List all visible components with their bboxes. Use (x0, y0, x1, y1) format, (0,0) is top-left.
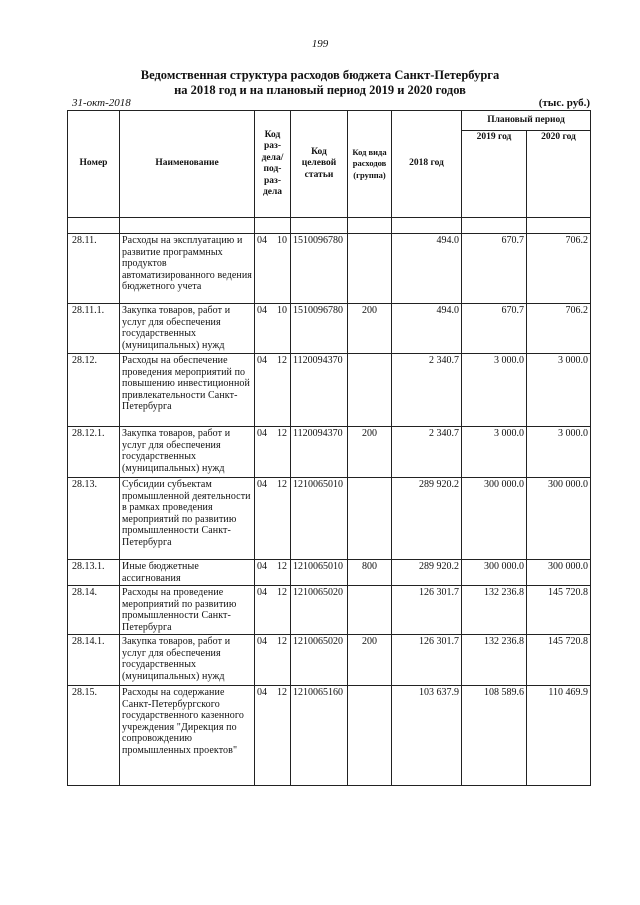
row-name: Субсидии субъектам промышленной деятельности в рамках проведения мероприятий по развитию промышленности Санкт-Петербурга (120, 478, 255, 560)
row-subsection-code: 10 (277, 305, 287, 316)
row-2020: 706.2 (527, 304, 591, 354)
row-target-code: 1510096780 (291, 304, 348, 354)
row-section-code: 04 (257, 561, 267, 572)
row-expense-code (348, 354, 392, 427)
row-section-code: 04 (257, 687, 267, 698)
row-section-code: 04 (257, 479, 267, 490)
row-section (255, 478, 291, 560)
row-subsection-code: 12 (277, 687, 287, 698)
header-section-code: Код раз-дела/под-раз-дела (255, 111, 291, 218)
row-2018: 289 920.2 (392, 560, 462, 586)
title-line-2: на 2018 год и на плановый период 2019 и 2020 годов (174, 83, 466, 97)
table-row (68, 686, 591, 786)
row-target-code: 1210065160 (291, 686, 348, 786)
row-number: 28.13.1. (68, 560, 120, 586)
row-expense-code (348, 478, 392, 560)
row-2018: 126 301.7 (392, 586, 462, 635)
table-row (68, 478, 591, 560)
row-target-code: 1210065020 (291, 586, 348, 635)
row-2018: 2 340.7 (392, 427, 462, 478)
row-section-code: 04 (257, 235, 267, 246)
header-name: Наименование (120, 111, 255, 218)
row-2019: 3 000.0 (462, 427, 527, 478)
row-subsection-code: 12 (277, 636, 287, 647)
row-section-code: 04 (257, 636, 267, 647)
row-2019: 300 000.0 (462, 478, 527, 560)
row-2020: 706.2 (527, 234, 591, 304)
budget-table (67, 110, 591, 786)
document-date: 31-окт-2018 (72, 97, 131, 109)
header-number: Номер (68, 111, 120, 218)
header-expense-code: Код вида расходов (группа) (348, 111, 392, 218)
row-number: 28.11. (68, 234, 120, 304)
row-name: Расходы на содержание Санкт-Петербургского государственного казенного учреждения "Дирекция по сопровождению промышленных проектов" (120, 686, 255, 786)
row-section-code: 04 (257, 305, 267, 316)
row-section (255, 427, 291, 478)
row-section (255, 560, 291, 586)
row-number: 28.12.1. (68, 427, 120, 478)
row-2019: 670.7 (462, 304, 527, 354)
row-2019: 300 000.0 (462, 560, 527, 586)
row-name: Расходы на проведение мероприятий по развитию промышленности Санкт-Петербурга (120, 586, 255, 635)
row-target-code: 1210065010 (291, 560, 348, 586)
row-section (255, 354, 291, 427)
row-number: 28.13. (68, 478, 120, 560)
row-2018: 2 340.7 (392, 354, 462, 427)
row-2018: 103 637.9 (392, 686, 462, 786)
row-expense-code: 800 (348, 560, 392, 586)
row-expense-code: 200 (348, 635, 392, 686)
row-2019: 132 236.8 (462, 635, 527, 686)
row-2020: 110 469.9 (527, 686, 591, 786)
row-section-code: 04 (257, 587, 267, 598)
row-section (255, 304, 291, 354)
row-expense-code: 200 (348, 427, 392, 478)
row-name: Закупка товаров, работ и услуг для обеспечения государственных (муниципальных) нужд (120, 635, 255, 686)
row-2018: 494.0 (392, 304, 462, 354)
row-2019: 670.7 (462, 234, 527, 304)
row-subsection-code: 12 (277, 587, 287, 598)
row-expense-code (348, 686, 392, 786)
row-2020: 145 720.8 (527, 586, 591, 635)
row-2018: 126 301.7 (392, 635, 462, 686)
row-section (255, 686, 291, 786)
table-row (68, 586, 591, 635)
row-2019: 108 589.6 (462, 686, 527, 786)
row-section-code: 04 (257, 355, 267, 366)
row-expense-code (348, 234, 392, 304)
row-target-code: 1510096780 (291, 234, 348, 304)
row-name: Иные бюджетные ассигнования (120, 560, 255, 586)
row-subsection-code: 12 (277, 561, 287, 572)
title-line-1: Ведомственная структура расходов бюджета Санкт-Петербурга (140, 68, 500, 82)
table-row (68, 560, 591, 586)
row-2019: 3 000.0 (462, 354, 527, 427)
table-row (68, 304, 591, 354)
header-target-code: Код целевой статьи (291, 111, 348, 218)
table-row (68, 427, 591, 478)
row-2020: 3 000.0 (527, 354, 591, 427)
row-name: Закупка товаров, работ и услуг для обеспечения государственных (муниципальных) нужд (120, 304, 255, 354)
table-row (68, 234, 591, 304)
row-subsection-code: 10 (277, 235, 287, 246)
row-name: Расходы на эксплуатацию и развитие программных продуктов автоматизированного ведения бюджетного учета (120, 234, 255, 304)
row-expense-code: 200 (348, 304, 392, 354)
row-section (255, 586, 291, 635)
row-subsection-code: 12 (277, 428, 287, 439)
page-number: 199 (311, 38, 329, 50)
row-expense-code (348, 586, 392, 635)
row-number: 28.11.1. (68, 304, 120, 354)
row-number: 28.14. (68, 586, 120, 635)
row-2018: 494.0 (392, 234, 462, 304)
row-subsection-code: 12 (277, 479, 287, 490)
row-target-code: 1210065020 (291, 635, 348, 686)
row-2020: 145 720.8 (527, 635, 591, 686)
document-title (0, 68, 640, 98)
row-2018: 289 920.2 (392, 478, 462, 560)
row-number: 28.15. (68, 686, 120, 786)
units-label: (тыс. руб.) (538, 97, 590, 109)
row-target-code: 1210065010 (291, 478, 348, 560)
header-plan-period: Плановый период (462, 111, 591, 131)
header-2020: 2020 год (527, 131, 591, 218)
row-section (255, 234, 291, 304)
row-section (255, 635, 291, 686)
table-row (68, 354, 591, 427)
row-number: 28.14.1. (68, 635, 120, 686)
header-2019: 2019 год (462, 131, 527, 218)
row-subsection-code: 12 (277, 355, 287, 366)
row-2020: 300 000.0 (527, 478, 591, 560)
table-row (68, 635, 591, 686)
row-2020: 300 000.0 (527, 560, 591, 586)
row-section-code: 04 (257, 428, 267, 439)
row-target-code: 1120094370 (291, 354, 348, 427)
row-number: 28.12. (68, 354, 120, 427)
header-2018: 2018 год (392, 111, 462, 218)
row-target-code: 1120094370 (291, 427, 348, 478)
row-name: Закупка товаров, работ и услуг для обеспечения государственных (муниципальных) нужд (120, 427, 255, 478)
row-name: Расходы на обеспечение проведения мероприятий по повышению инвестиционной привлекательности Санкт-Петербурга (120, 354, 255, 427)
row-2019: 132 236.8 (462, 586, 527, 635)
row-2020: 3 000.0 (527, 427, 591, 478)
